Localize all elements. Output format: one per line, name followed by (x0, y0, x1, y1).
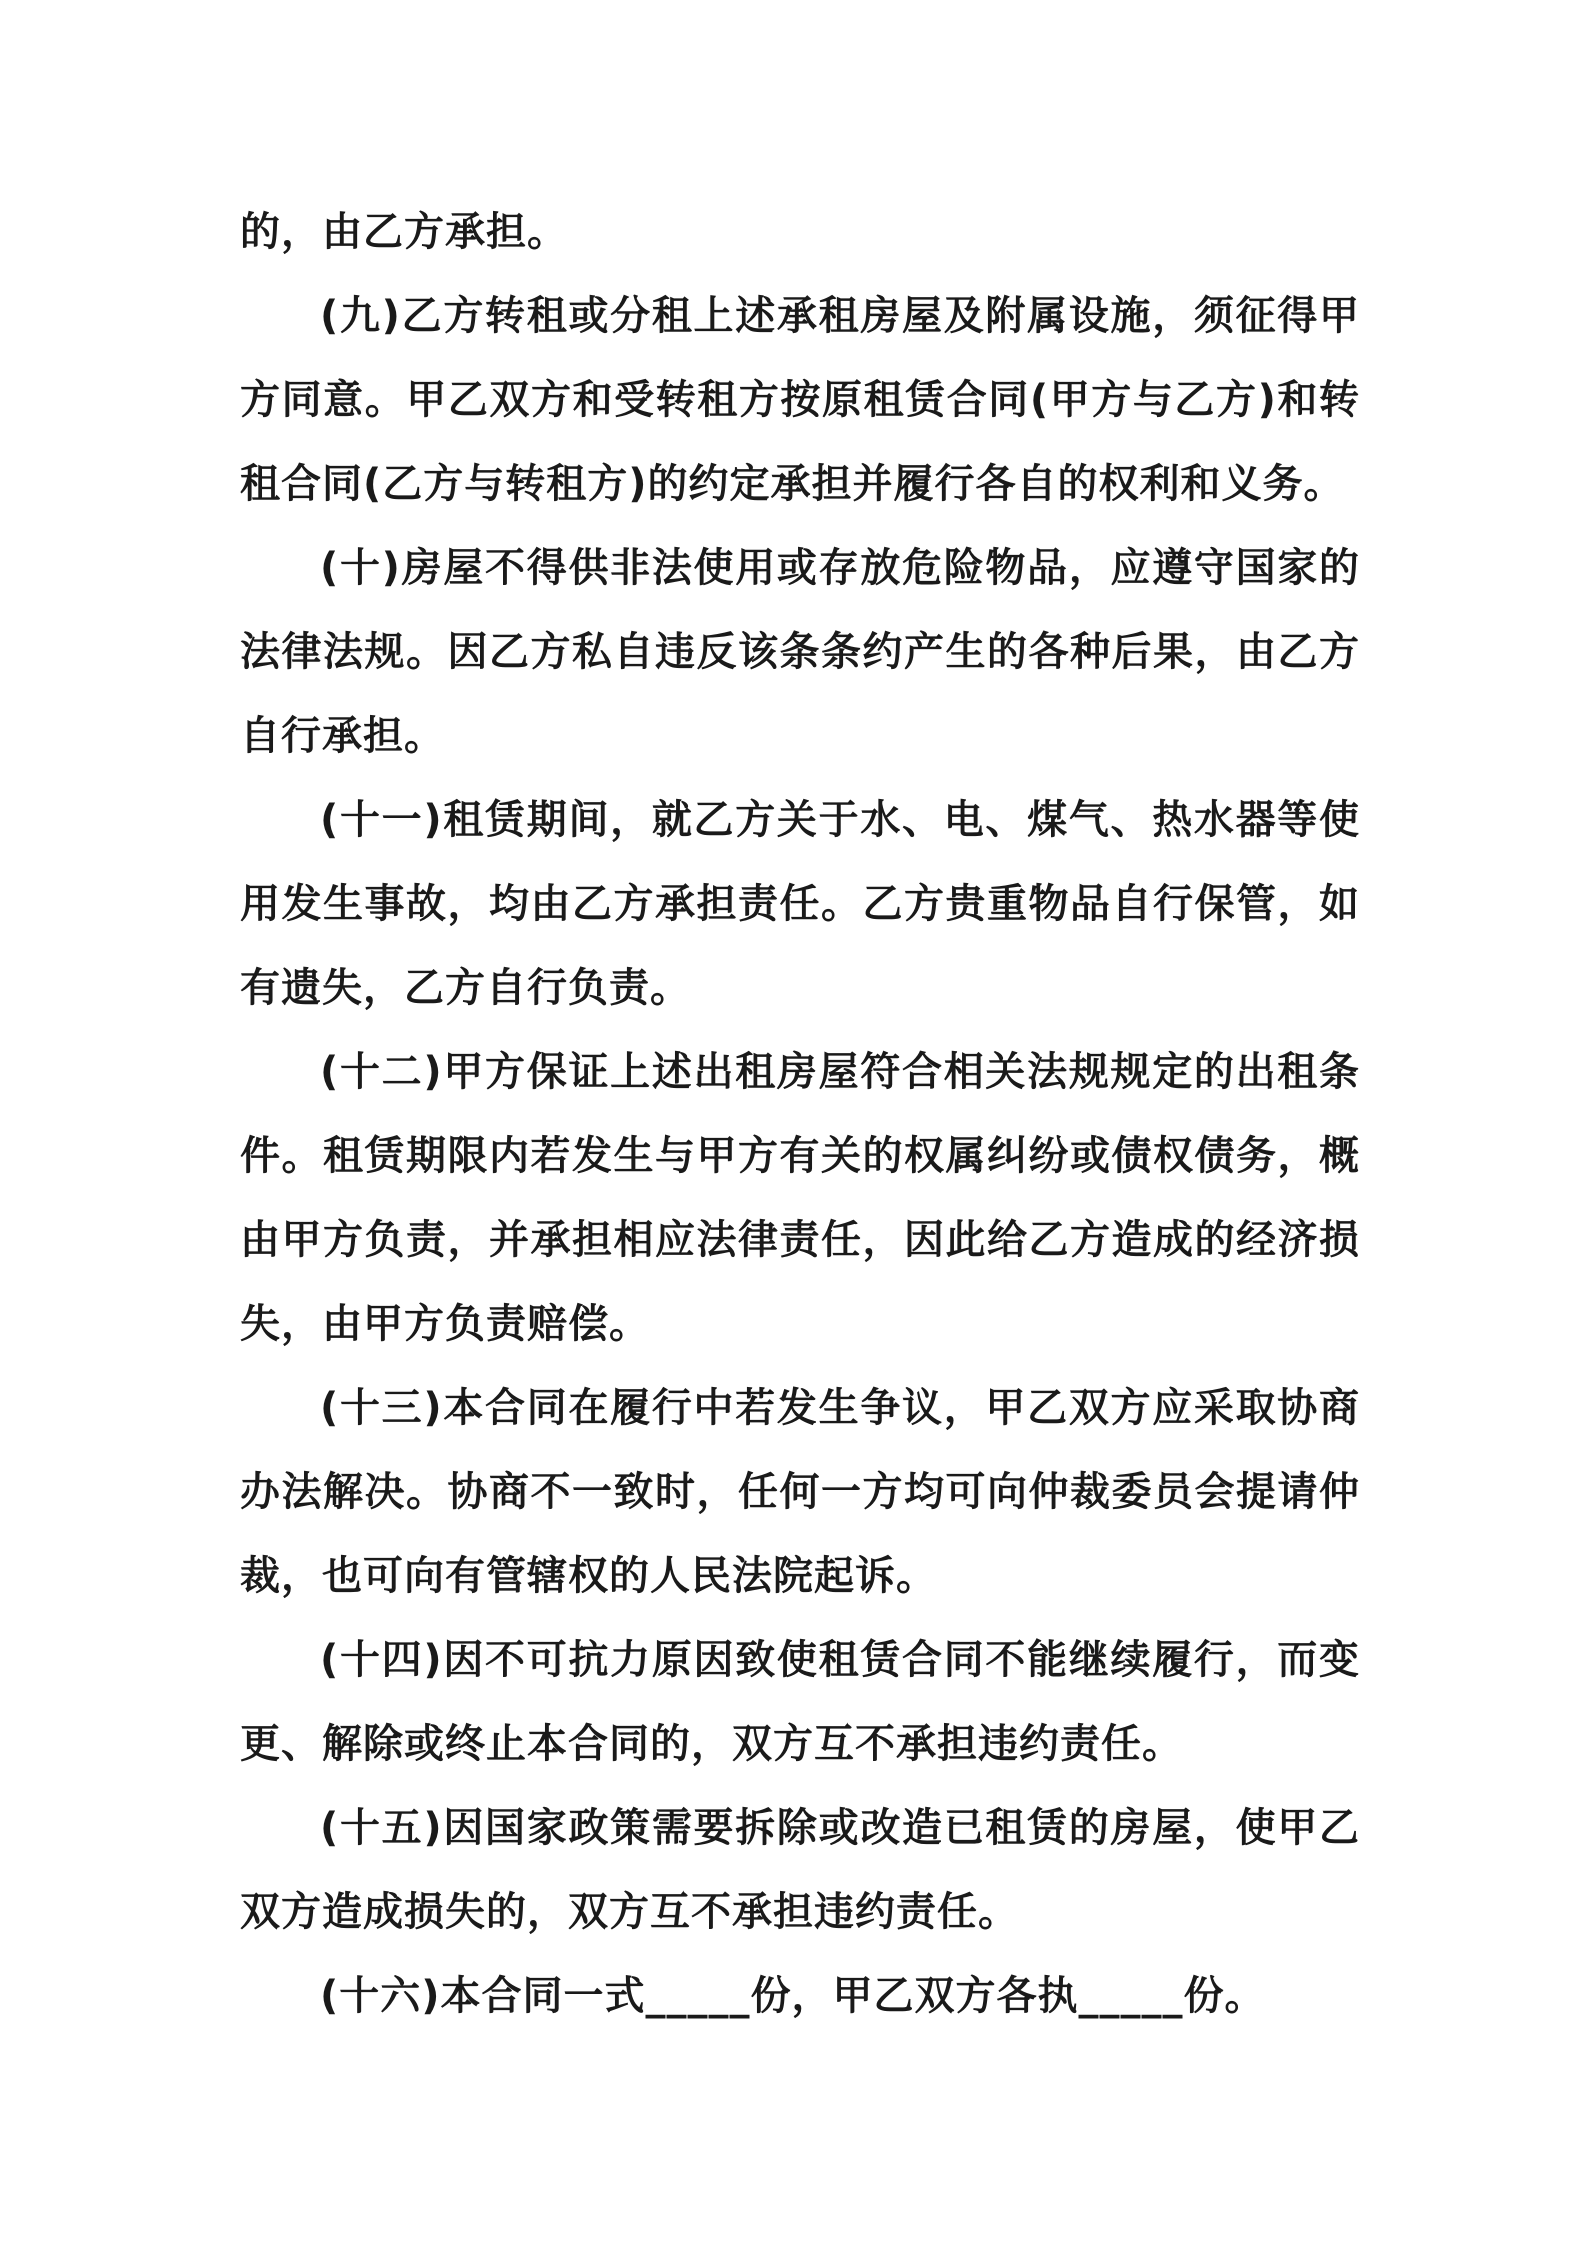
paragraph-continuation: 的，由乙方承担。 (240, 209, 568, 255)
clause-10: (十)房屋不得供非法使用或存放危险物品，应遵守国家的法律法规。因乙方私自违反该条条约产生的各种后果，由乙方自行承担。 (240, 545, 1360, 759)
clause-9: (九)乙方转租或分租上述承租房屋及附属设施，须征得甲方同意。甲乙双方和受转租方按原租赁合同(甲方与乙方)和转租合同(乙方与转租方)的约定承担并履行各自的权利和义务。 (240, 293, 1360, 507)
clause-13: (十三)本合同在履行中若发生争议，甲乙双方应采取协商办法解决。协商不一致时，任何一方均可向仲裁委员会提请仲裁，也可向有管辖权的人民法院起诉。 (240, 1385, 1360, 1599)
clause-11: (十一)租赁期间，就乙方关于水、电、煤气、热水器等使用发生事故，均由乙方承担责任。乙方贵重物品自行保管，如有遗失，乙方自行负责。 (240, 797, 1360, 1011)
document-body (240, 190, 1360, 2038)
clause-14: (十四)因不可抗力原因致使租赁合同不能继续履行，而变更、解除或终止本合同的，双方互不承担违约责任。 (240, 1637, 1360, 1767)
clause-16: (十六)本合同一式_____份，甲乙双方各执_____份。 (320, 1973, 1266, 2019)
clause-12: (十二)甲方保证上述出租房屋符合相关法规规定的出租条件。租赁期限内若发生与甲方有关的权属纠纷或债权债务，概由甲方负责，并承担相应法律责任，因此给乙方造成的经济损失，由甲方负责赔偿。 (240, 1049, 1360, 1347)
clause-15: (十五)因国家政策需要拆除或改造已租赁的房屋，使甲乙双方造成损失的，双方互不承担违约责任。 (240, 1805, 1360, 1935)
